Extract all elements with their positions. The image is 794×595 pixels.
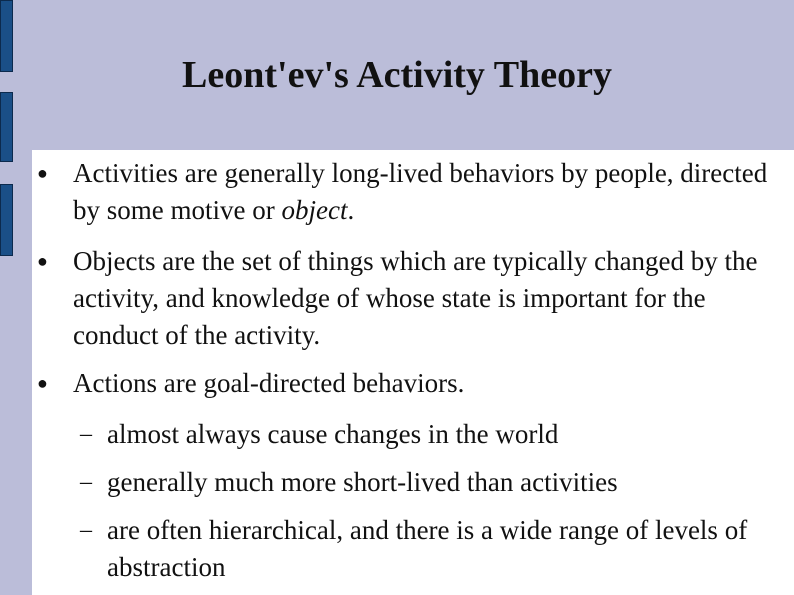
dash-icon: – [80,469,92,495]
sub-item-short-lived: generally much more short-lived than activities [107,467,618,497]
dash-icon: – [80,421,92,447]
bullet-emphasis: object [281,195,348,225]
bullet-icon: ● [37,251,48,271]
bullet-icon: ● [37,373,48,393]
sub-item-hierarchical: are often hierarchical, and there is a wide range of levels of abstraction [107,515,748,582]
decor-bar-middle [0,92,13,162]
slide-title: Leont'ev's Activity Theory [182,54,612,96]
bullet-text-tail: . [347,195,355,225]
bullet-item-objects: Objects are the set of things which are typically changed by the activity, and knowledge of whose state is important for the conduct of the activity. [73,246,758,350]
bullet-text: Activities are generally long-lived behaviors by people, directed by some motive or [73,158,768,225]
sub-item-changes: almost always cause changes in the world [107,419,559,449]
decor-bar-bottom [0,184,13,256]
bullet-item-actions: Actions are goal-directed behaviors. [73,368,465,398]
bullet-icon: ● [37,163,48,183]
dash-icon: – [80,517,92,543]
bullet-item-activities [73,155,773,229]
